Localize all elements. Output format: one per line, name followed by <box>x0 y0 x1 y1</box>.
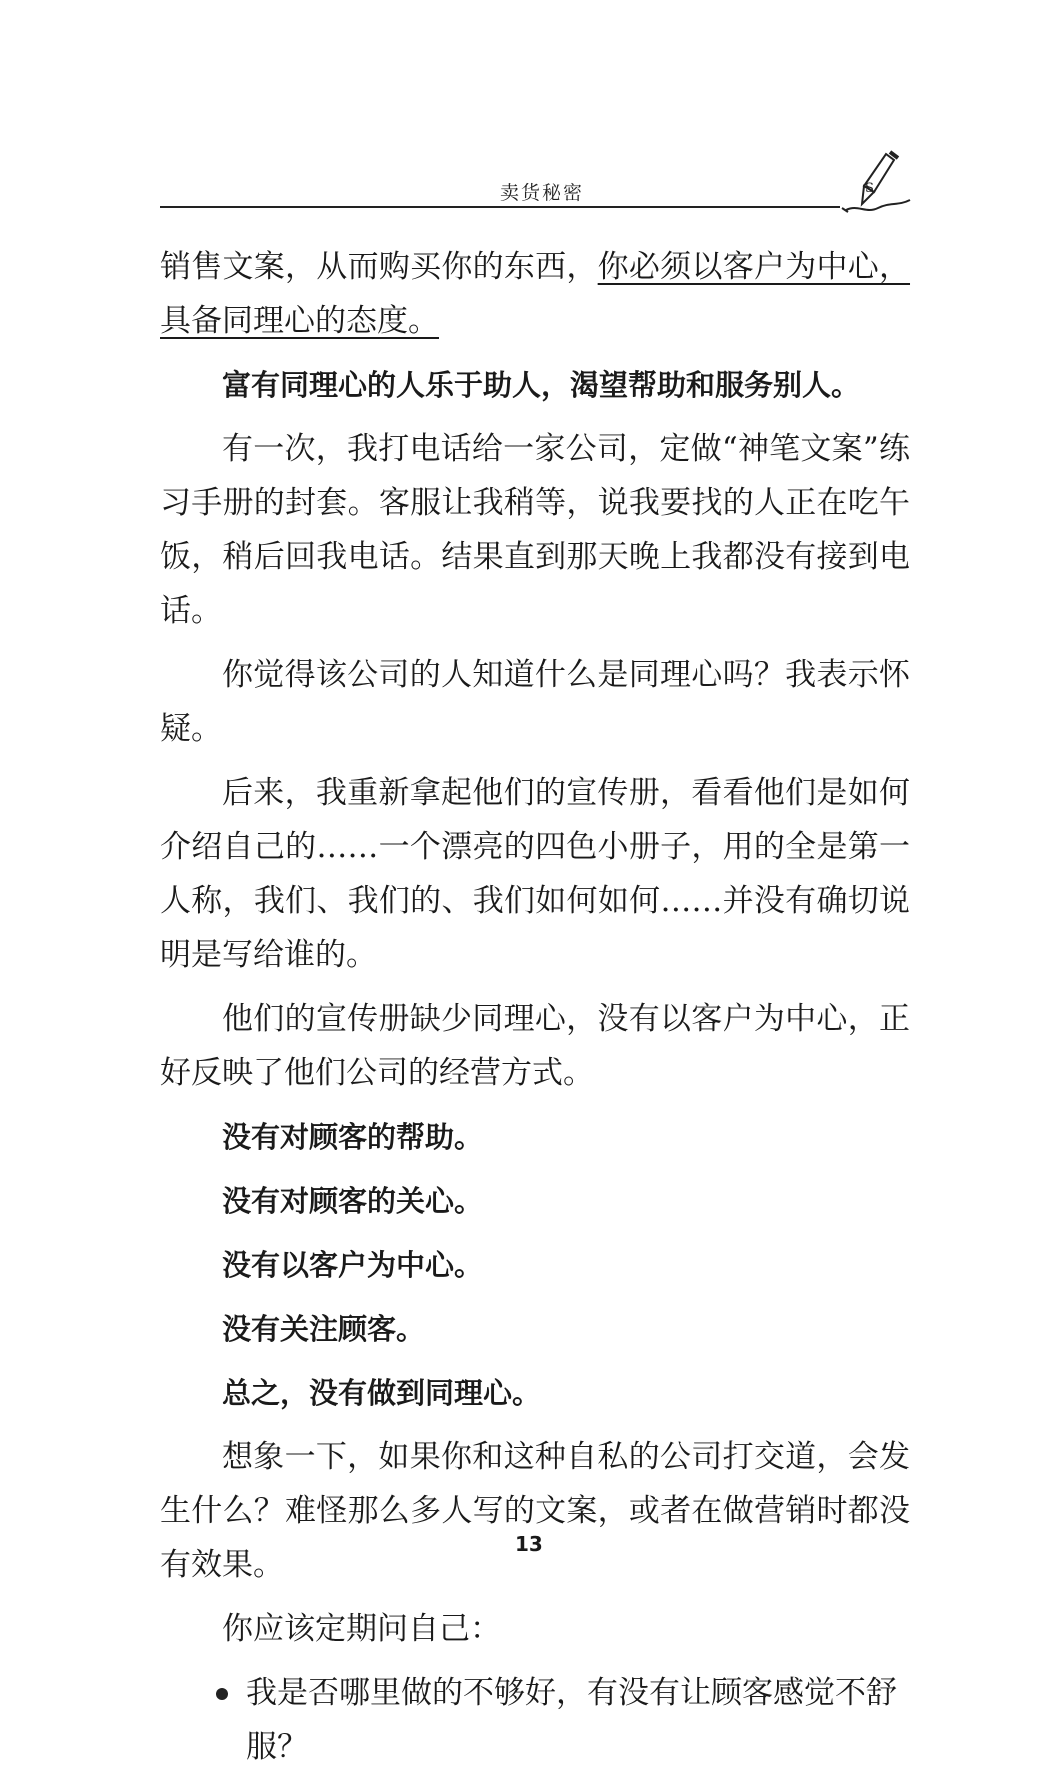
running-header-title: 卖货秘密 <box>500 182 585 204</box>
fountain-pen-icon <box>838 150 920 216</box>
running-header <box>160 150 920 220</box>
bold-line-1: 没有对顾客的帮助。 <box>222 1120 484 1154</box>
list-item-text: 我是否哪里做的不够好，有没有让顾客感觉不舒服？ <box>246 1675 897 1765</box>
bold-statement-empathy: 富有同理心的人乐于助人，渴望帮助和服务别人。 <box>222 368 861 402</box>
paragraph-phone-story: 有一次，我打电话给一家公司，定做“神笔文案”练习手册的封套。客服让我稍等，说我要找的人正在吃午饭，稍后回我电话。结果直到那天晚上我都没有接到电话。 <box>160 431 910 629</box>
paragraph-imagine: 想象一下，如果你和这种自私的公司打交道，会发生什么？难怪那么多人写的文案，或者在做营销时都没有效果。 <box>160 1439 910 1583</box>
bold-line-5: 总之，没有做到同理心。 <box>222 1376 542 1410</box>
bold-line-2: 没有对顾客的关心。 <box>222 1184 484 1218</box>
page-number: 13 <box>515 1532 543 1556</box>
paragraph-question: 你觉得该公司的人知道什么是同理心吗？我表示怀疑。 <box>160 657 910 747</box>
header-rule <box>160 206 840 208</box>
paragraph-1 <box>160 240 910 348</box>
underlined-emphasis: 你必须以客户为中心，具备同理心的态度。 <box>160 249 911 339</box>
paragraph-brochure: 后来，我重新拿起他们的宣传册，看看他们是如何介绍自己的……一个漂亮的四色小册子，用的全是第一人称，我们、我们的、我们如何如何……并没有确切说明是写给谁的。 <box>160 775 910 973</box>
bold-line-3: 没有以客户为中心。 <box>222 1248 484 1282</box>
list-item <box>160 1666 910 1774</box>
paragraph-ask-yourself: 你应该定期问自己： <box>222 1611 501 1647</box>
paragraph-1-lead: 销售文案，从而购买你的东西， <box>160 249 598 285</box>
svg-text:S: S <box>865 181 874 196</box>
bullet-icon <box>216 1688 228 1700</box>
paragraph-brochure-lacks: 他们的宣传册缺少同理心，没有以客户为中心，正好反映了他们公司的经营方式。 <box>160 1001 910 1091</box>
bold-line-4: 没有关注顾客。 <box>222 1312 426 1346</box>
